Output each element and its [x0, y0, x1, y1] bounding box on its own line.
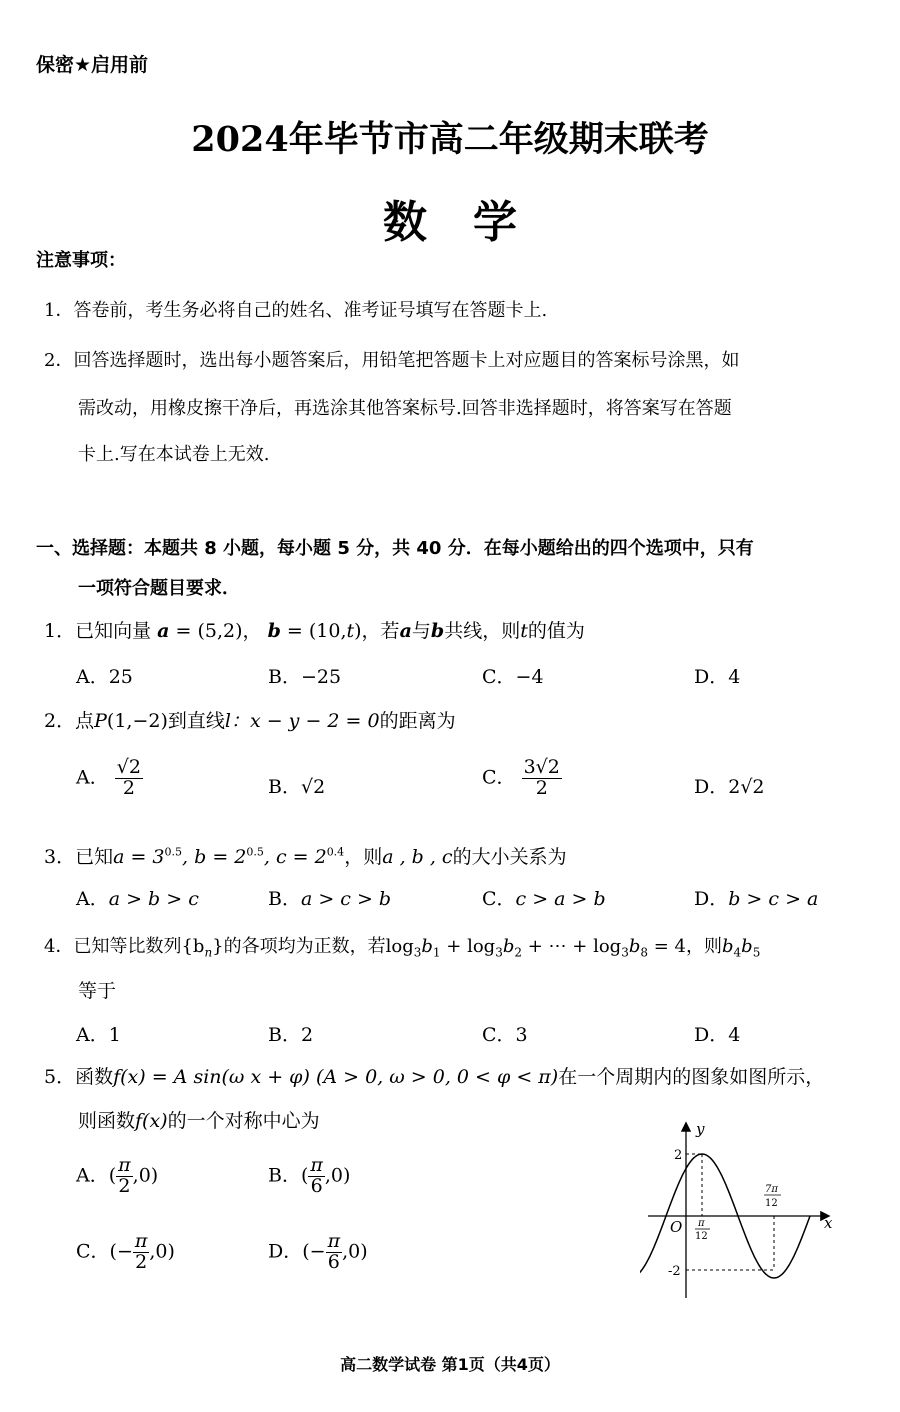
x-axis-label: x	[824, 1214, 833, 1232]
note-2-cont: 需改动，用橡皮擦干净后，再选涂其他答案标号.回答非选择题时，将答案写在答题	[78, 398, 732, 419]
q1-option-b: B．−25	[268, 666, 342, 688]
question-5: 5．函数f(x) = A sin(ω x + φ) (A > 0, ω > 0, 0 < φ < π)在一个周期内的图象如图所示，	[44, 1066, 825, 1088]
note-1: 1．答卷前，考生务必将自己的姓名、准考证号填写在答题卡上.	[44, 300, 548, 321]
q2-option-c: C． $\frac{3√2}{2}$	[482, 756, 560, 799]
q2-option-a: A． $\frac{√2}{2}$	[76, 756, 141, 799]
question-3: 3．已知$a = 3^{0.5}$, $b = 2^{0.5}$, $c = 2^{0.4}$，则a , b , c的大小关系为	[44, 845, 567, 868]
q5-option-a: A．( $\frac{\pi}{2}$ ,0)	[76, 1154, 159, 1197]
y-min-label: -2	[668, 1264, 681, 1279]
exam-title: 2024年毕节市高二年级期末联考	[191, 119, 709, 160]
confidential-label: 保密★启用前	[36, 54, 149, 76]
sine-graph	[640, 1112, 850, 1302]
x1-den: 12	[695, 1231, 708, 1242]
q1-option-c: C．−4	[482, 666, 544, 688]
x1-num: π	[698, 1218, 705, 1229]
q1-option-a: A．25	[76, 666, 133, 688]
q2-option-d: D．2√2	[694, 776, 765, 798]
q3-option-c: C．c > a > b	[482, 888, 606, 910]
question-1: 1．已知向量 a = (5,2)， b = (10,t)，若a与b共线，则t的值为	[44, 620, 585, 642]
q5-option-b: B．( $\frac{\pi}{6}$ ,0)	[268, 1154, 351, 1197]
q3-option-d: D．b > c > a	[694, 888, 819, 910]
q3-option-a: A．a > b > c	[76, 888, 199, 910]
note-2: 2．回答选择题时，选出每小题答案后，用铅笔把答题卡上对应题目的答案标号涂黑，如	[44, 350, 740, 371]
notes-heading: 注意事项：	[36, 250, 126, 271]
q5-option-c: C．(− $\frac{\pi}{2}$ ,0)	[76, 1230, 175, 1273]
section-heading-cont: 一项符合题目要求．	[78, 578, 240, 599]
q3-option-b: B．a > c > b	[268, 888, 392, 910]
x2-num: 7π	[765, 1184, 778, 1195]
section-heading: 一、选择题：本题共 8 小题，每小题 5 分，共 40 分．在每小题给出的四个选项中，只有	[36, 538, 754, 559]
question-5-cont: 则函数f(x)的一个对称中心为	[78, 1110, 320, 1132]
question-2: 2．点P(1,−2)到直线l：x − y − 2 = 0的距离为	[44, 710, 456, 732]
question-4: 4．已知等比数列$\{b_n\}$的各项均为正数，若$\log_3b_1 + \log_3b_2$ + ⋯ + $\log_3b_8 = 4$，则$b_4b_5$	[44, 936, 761, 960]
question-4-cont: 等于	[78, 980, 117, 1002]
y-max-label: 2	[674, 1148, 683, 1163]
q4-option-a: A．1	[76, 1024, 121, 1046]
q1-option-d: D．4	[694, 666, 741, 688]
y-axis-label: y	[696, 1120, 705, 1138]
q4-option-b: B．2	[268, 1024, 314, 1046]
q4-option-c: C．3	[482, 1024, 528, 1046]
subject-title: 数学	[383, 197, 563, 248]
page-footer: 高二数学试卷 第1页（共4页）	[340, 1355, 560, 1374]
q4-option-d: D．4	[694, 1024, 741, 1046]
x2-den: 12	[765, 1198, 778, 1209]
note-2-end: 卡上.写在本试卷上无效.	[78, 444, 270, 465]
origin-label: O	[670, 1218, 683, 1236]
q2-option-b: B．√2	[268, 776, 326, 798]
q5-option-d: D．(− $\frac{\pi}{6}$ ,0)	[268, 1230, 368, 1273]
